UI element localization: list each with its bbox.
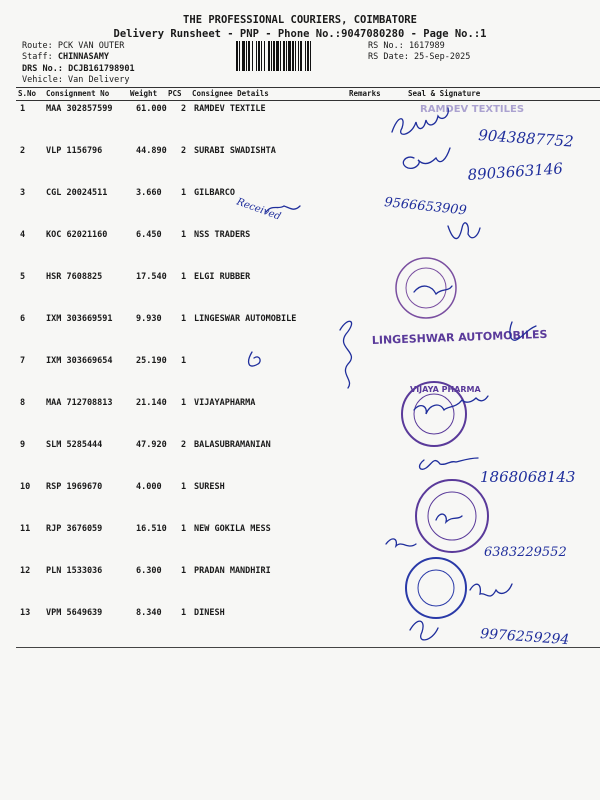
cell-weight: 6.300 [136,566,162,576]
col-consignment: Consignment No [46,89,110,98]
table-row [16,230,600,244]
table-row [16,566,600,580]
staff-line [22,52,109,62]
cell-pcs: 1 [181,524,187,534]
cell-pcs: 1 [181,272,187,282]
company-title: THE PROFESSIONAL COURIERS, COIMBATORE [183,14,417,26]
cell-sno: 12 [20,566,31,576]
cell-sno: 4 [20,230,26,240]
table-row [16,440,600,454]
signature-9 [420,458,478,469]
table-row [16,272,600,286]
drs-label: DRS No.: [22,64,69,74]
col-pcs: PCS [168,89,182,98]
cell-consignee: VIJAYAPHARMA [194,398,256,408]
cell-consignee: LINGESWAR AUTOMOBILE [194,314,297,324]
cell-consignee: ELGI RUBBER [194,272,251,282]
staff-name: CHINNASAMY [57,52,110,62]
cell-sno: 11 [20,524,31,534]
cell-consignment: RJP 3676059 [46,524,103,534]
cell-weight: 16.510 [136,524,167,534]
stamp-circle-8 [402,382,466,446]
signature-11 [386,539,416,546]
table-row [16,482,600,496]
cell-consignee: NSS TRADERS [194,230,251,240]
cell-sno: 8 [20,398,26,408]
cell-consignment: VLP 1156796 [46,146,103,156]
col-seal-signature: Seal & Signature [408,89,481,98]
cell-consignee: DINESH [194,608,225,618]
handwritten-phone-5: 6383229552 [484,545,567,560]
stamp-vijaya: VIJAYA PHARMA [410,385,481,394]
table-row [16,104,600,118]
cell-consignment: CGL 20024511 [46,188,108,198]
cell-consignment: MAA 712708813 [46,398,113,408]
cell-pcs: 2 [181,146,187,156]
drs-line [22,64,135,74]
cell-consignee: NEW GOKILA MESS [194,524,271,534]
table-row [16,314,600,328]
handwritten-phone-1: 9043887752 [477,126,575,151]
cell-weight: 3.660 [136,188,162,198]
cell-weight: 44.890 [136,146,167,156]
cell-consignment: KOC 62021160 [46,230,108,240]
cell-sno: 2 [20,146,26,156]
cell-pcs: 1 [181,188,187,198]
cell-pcs: 1 [181,356,187,366]
drs-number: DCJB161798901 [68,64,135,74]
cell-weight: 4.000 [136,482,162,492]
table-row [16,398,600,412]
handwritten-phone-2: 8903663146 [467,159,564,184]
cell-sno: 13 [20,608,31,618]
rs-number: RS No.: 1617989 [368,41,445,51]
stamp-circle-5 [396,258,456,318]
cell-weight: 21.140 [136,398,167,408]
cell-consignee: GILBARCO [194,188,235,198]
cell-pcs: 1 [181,230,187,240]
cell-consignment: IXM 303669591 [46,314,113,324]
cell-consignee: RAMDEV TEXTILE [194,104,266,114]
cell-pcs: 1 [181,482,187,492]
col-consignee: Consignee Details [192,89,269,98]
stamp-ramdev: RAMDEV TEXTILES [420,104,525,115]
cell-consignee: BALASUBRAMANIAN [194,440,271,450]
cell-pcs: 2 [181,440,187,450]
signature-3 [266,206,300,212]
col-remarks: Remarks [349,89,381,98]
stamp-lingeshwar: LINGESHWAR AUTOMOBILES [371,327,548,347]
vehicle-label: Vehicle: Van Delivery [22,75,130,85]
signature-5 [414,286,452,294]
barcode [236,41,364,71]
table-row [16,524,600,538]
cell-sno: 7 [20,356,26,366]
rs-date: RS Date: 25-Sep-2025 [368,52,471,62]
signature-10 [436,514,462,522]
cell-weight: 47.920 [136,440,167,450]
cell-sno: 3 [20,188,26,198]
cell-sno: 6 [20,314,26,324]
cell-consignment: HSR 7608825 [46,272,103,282]
cell-pcs: 1 [181,566,187,576]
staff-label: Staff: [22,52,58,62]
cell-consignment: RSP 1969670 [46,482,103,492]
col-weight: Weight [130,89,158,98]
route-label: Route: PCK VAN OUTER [22,41,125,51]
cell-weight: 8.340 [136,608,162,618]
handwritten-remark-3: Received [234,196,283,223]
table-row [16,356,600,370]
cell-weight: 17.540 [136,272,167,282]
cell-sno: 9 [20,440,26,450]
cell-weight: 9.930 [136,314,162,324]
cell-pcs: 2 [181,104,187,114]
runsheet-subtitle: Delivery Runsheet - PNP - Phone No.:9047080280 - Page No.:1 [113,28,487,40]
table-bottom-rule [16,647,600,648]
signature-6 [340,321,352,388]
cell-sno: 5 [20,272,26,282]
cell-weight: 6.450 [136,230,162,240]
cell-sno: 1 [20,104,26,114]
cell-pcs: 1 [181,608,187,618]
cell-consignee: PRADAN MANDHIRI [194,566,271,576]
handwritten-phone-6: 9976259294 [479,626,570,649]
cell-consignment: MAA 302857599 [46,104,113,114]
cell-consignment: IXM 303669654 [46,356,113,366]
cell-weight: 25.190 [136,356,167,366]
cell-consignee: SURESH [194,482,225,492]
cell-pcs: 1 [181,314,187,324]
signature-13 [410,621,438,640]
cell-weight: 61.000 [136,104,167,114]
table-row [16,146,600,160]
table-row [16,608,600,622]
table-row [16,188,600,202]
col-sno: S.No [18,89,37,98]
table-header [16,87,600,101]
cell-pcs: 1 [181,398,187,408]
cell-sno: 10 [20,482,31,492]
cell-consignment: VPM 5649639 [46,608,103,618]
cell-consignment: PLN 1533036 [46,566,103,576]
handwritten-phone-3: 9566653909 [383,195,468,219]
cell-consignment: SLM 5285444 [46,440,103,450]
signature-12 [470,584,512,596]
cell-consignee: SURABI SWADISHTA [194,146,276,156]
handwritten-phone-4: 1868068143 [480,468,576,486]
